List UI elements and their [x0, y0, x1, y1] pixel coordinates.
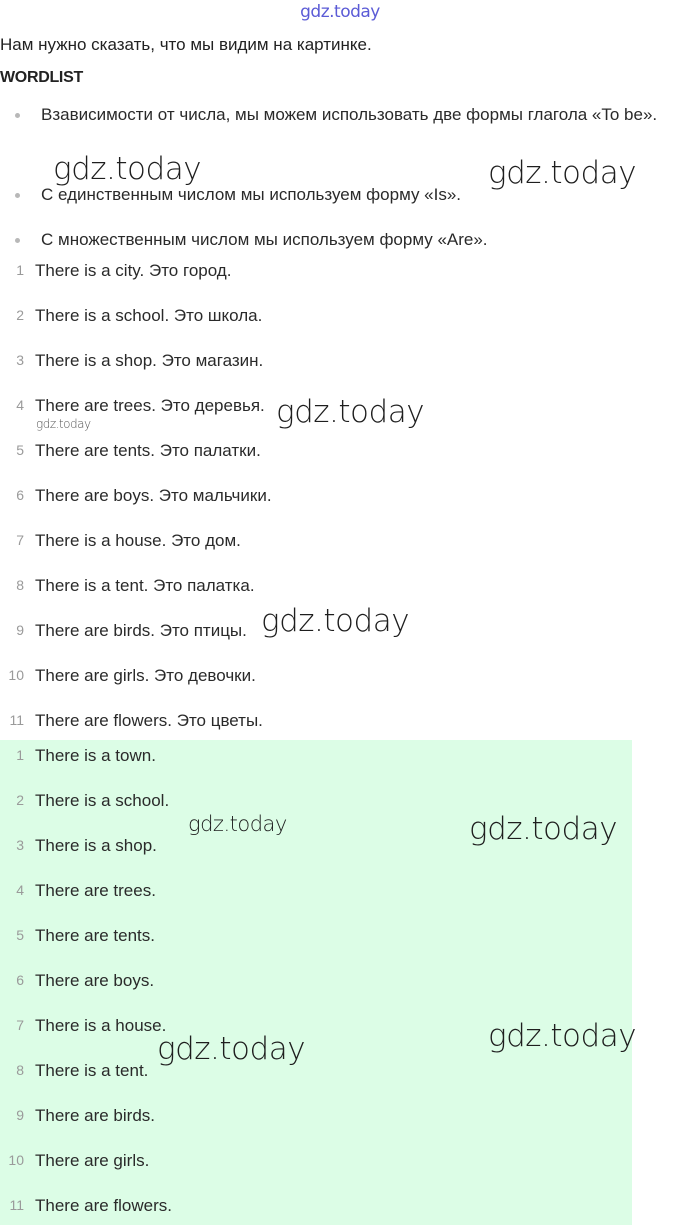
item-text: There are girls. [35, 1151, 150, 1170]
item-number: 8 [16, 577, 24, 593]
list-item [0, 250, 640, 295]
item-number: 4 [16, 882, 24, 898]
list-item [0, 340, 640, 385]
list-item [0, 735, 640, 780]
item-text: There is a school. [35, 791, 170, 810]
intro-text: Нам нужно сказать, что мы видим на картинке. [0, 35, 372, 54]
item-number: 5 [16, 927, 24, 943]
item-text: There is a tent. [35, 1061, 149, 1080]
item-text: There are trees. [35, 881, 156, 900]
item-text: There are tents. [35, 926, 156, 945]
list-item [0, 430, 640, 475]
item-text: There are tents. Это палатки. [35, 441, 261, 460]
item-text: There is a city. Это город. [35, 261, 232, 280]
item-text: There are birds. [35, 1106, 155, 1125]
bullet-dot [15, 193, 20, 198]
watermark: gdz.today [188, 812, 287, 836]
watermark: gdz.today [469, 811, 618, 847]
item-text: There are girls. Это девочки. [35, 666, 256, 685]
list-item [0, 475, 640, 520]
list-item [0, 960, 640, 1005]
watermark: gdz.today [488, 1018, 637, 1054]
item-number: 2 [16, 792, 24, 808]
list-item [0, 915, 640, 960]
item-text: There are trees. Это деревья. [35, 396, 265, 415]
item-number: 7 [16, 1017, 24, 1033]
list-item [0, 1095, 640, 1140]
list-item [0, 1140, 640, 1185]
item-number: 10 [8, 1152, 24, 1168]
item-text: There is a shop. [35, 836, 157, 855]
item-number: 3 [16, 352, 24, 368]
watermark: gdz.today [53, 151, 202, 187]
item-text: There are flowers. [35, 1196, 172, 1215]
list-item [0, 655, 640, 700]
watermark: gdz.today [36, 417, 91, 431]
item-number: 6 [16, 972, 24, 988]
item-text: There is a shop. Это магазин. [35, 351, 264, 370]
item-text: There are boys. Это мальчики. [35, 486, 272, 505]
bullet-text: Взависимости от числа, мы можем использовать две формы глагола «To be». [41, 105, 658, 124]
bullet-dot [15, 238, 20, 243]
item-text: There are boys. [35, 971, 155, 990]
bullet-dot [15, 113, 20, 118]
item-text: There is a tent. Это палатка. [35, 576, 255, 595]
item-text: There are birds. Это птицы. [35, 621, 247, 640]
item-number: 1 [16, 262, 24, 278]
item-text: There is a house. [35, 1016, 167, 1035]
watermark: gdz.today [261, 603, 410, 639]
list-item [0, 1050, 640, 1095]
item-number: 11 [9, 712, 24, 728]
bullet-text: С множественным числом мы используем форму «Are». [41, 230, 488, 249]
item-number: 10 [8, 667, 24, 683]
item-number: 4 [16, 397, 24, 413]
item-number: 9 [16, 1107, 24, 1123]
item-number: 1 [16, 747, 24, 763]
watermark: gdz.today [157, 1031, 306, 1067]
item-text: There is a town. [35, 746, 156, 765]
list-item [0, 870, 640, 915]
top-watermark: gdz.today [300, 2, 380, 22]
item-number: 5 [16, 442, 24, 458]
item-number: 3 [16, 837, 24, 853]
item-number: 11 [9, 1197, 24, 1213]
item-text: There is a house. Это дом. [35, 531, 241, 550]
wordlist-heading: WORDLIST [0, 69, 83, 86]
watermark: gdz.today [488, 155, 637, 191]
item-number: 7 [16, 532, 24, 548]
item-number: 2 [16, 307, 24, 323]
item-number: 9 [16, 622, 24, 638]
item-number: 6 [16, 487, 24, 503]
list-item [0, 295, 640, 340]
watermark: gdz.today [276, 394, 425, 430]
item-number: 8 [16, 1062, 24, 1078]
list-item [0, 1185, 640, 1230]
item-text: There are flowers. Это цветы. [35, 711, 263, 730]
item-text: There is a school. Это школа. [35, 306, 263, 325]
list-item [0, 520, 640, 565]
bullet-text: С единственным числом мы используем форму «Is». [41, 185, 462, 204]
